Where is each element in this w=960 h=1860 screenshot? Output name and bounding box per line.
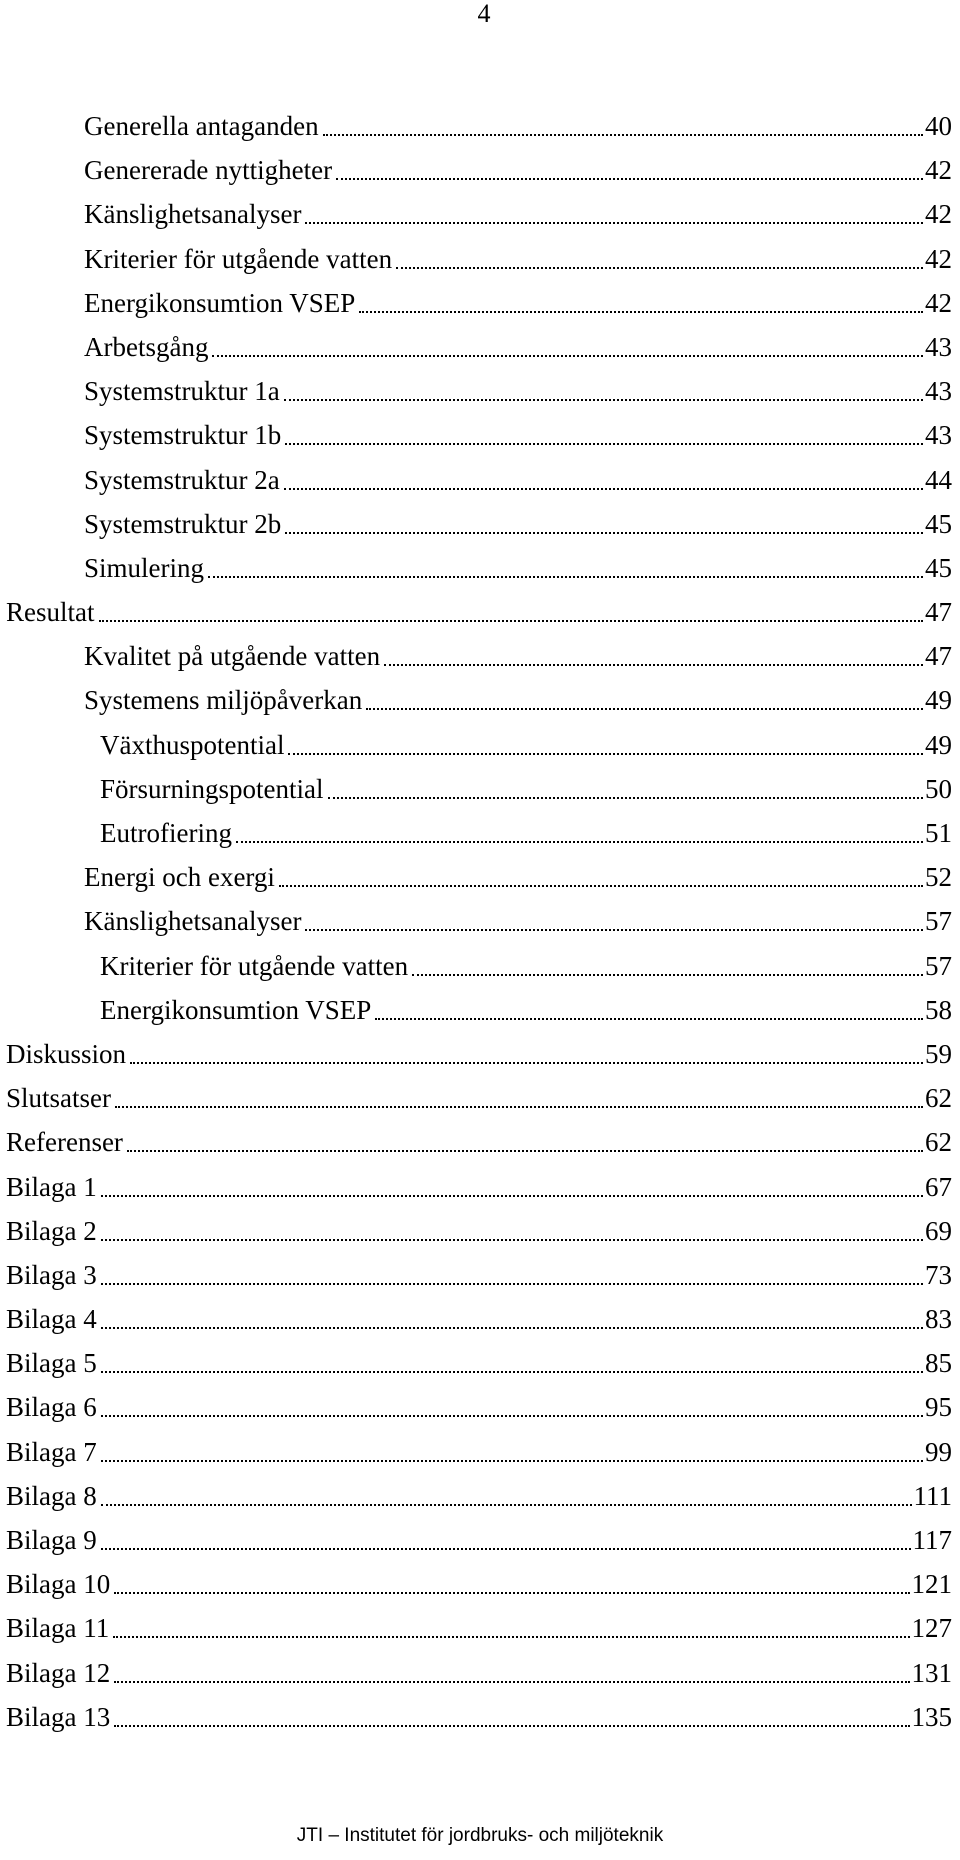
toc-entry-page-number: 73 (925, 1259, 952, 1290)
toc-dot-leader (323, 110, 923, 136)
toc-entry-title: Bilaga 5 (6, 1348, 97, 1379)
toc-entry[interactable] (0, 1259, 960, 1303)
toc-dot-leader (396, 243, 923, 269)
toc-entry-title: Växthuspotential (100, 729, 285, 760)
toc-entry-page-number: 47 (925, 597, 952, 628)
toc-entry-page-number: 99 (925, 1436, 952, 1467)
toc-entry-page-number: 43 (925, 420, 952, 451)
toc-dot-leader (375, 994, 923, 1020)
page-number: 4 (477, 0, 491, 28)
toc-entry[interactable] (0, 1126, 960, 1170)
page-footer: JTI – Institutet för jordbruks- och miljöteknik (296, 1825, 664, 1846)
toc-entry[interactable] (0, 905, 960, 949)
toc-entry-title: Bilaga 1 (6, 1171, 97, 1202)
toc-entry[interactable] (0, 1082, 960, 1126)
toc-dot-leader (208, 552, 923, 578)
toc-dot-leader (114, 1701, 909, 1727)
toc-entry-page-number: 49 (925, 729, 952, 760)
toc-dot-leader (113, 1612, 909, 1638)
toc-entry-page-number: 40 (925, 111, 952, 141)
toc-entry-page-number: 57 (925, 906, 952, 937)
toc-entry[interactable] (0, 243, 960, 287)
toc-dot-leader (288, 729, 923, 755)
toc-entry-page-number: 111 (913, 1480, 952, 1511)
toc-entry-page-number: 45 (925, 552, 952, 583)
toc-dot-leader (101, 1171, 923, 1197)
toc-dot-leader (284, 375, 923, 401)
toc-entry[interactable] (0, 1657, 960, 1701)
toc-dot-leader (115, 1082, 923, 1108)
toc-entry-page-number: 45 (925, 508, 952, 539)
toc-dot-leader (305, 905, 923, 931)
toc-entry-page-number: 85 (925, 1348, 952, 1379)
toc-dot-leader (384, 640, 923, 666)
toc-entry-title: Bilaga 12 (6, 1657, 111, 1688)
toc-entry-title: Diskussion (6, 1038, 127, 1069)
toc-entry-title: Bilaga 7 (6, 1436, 97, 1467)
toc-entry[interactable] (0, 596, 960, 640)
table-of-contents (0, 110, 960, 1745)
toc-dot-leader (236, 817, 923, 843)
toc-entry[interactable] (0, 1038, 960, 1082)
toc-entry-title: Kvalitet på utgående vatten (84, 641, 381, 672)
toc-dot-leader (127, 1126, 923, 1152)
toc-entry-page-number: 117 (912, 1525, 952, 1555)
toc-entry-page-number: 135 (911, 1701, 952, 1732)
toc-entry-title: Bilaga 4 (6, 1304, 97, 1335)
toc-entry-title: Bilaga 8 (6, 1480, 97, 1511)
toc-dot-leader (279, 861, 923, 887)
toc-entry[interactable] (0, 950, 960, 994)
toc-entry-page-number: 58 (925, 994, 952, 1025)
toc-entry-title: Systemstruktur 1a (84, 376, 280, 407)
toc-entry-page-number: 67 (925, 1171, 952, 1202)
toc-entry[interactable] (0, 419, 960, 463)
toc-entry[interactable] (0, 1436, 960, 1480)
toc-entry[interactable] (0, 729, 960, 773)
toc-entry[interactable] (0, 1524, 960, 1568)
toc-dot-leader (412, 950, 923, 976)
toc-entry[interactable] (0, 773, 960, 817)
toc-entry[interactable] (0, 375, 960, 419)
toc-entry-page-number: 44 (925, 464, 952, 495)
toc-entry-title: Systemstruktur 2b (84, 508, 282, 539)
toc-entry-title: Genererade nyttigheter (84, 155, 333, 186)
toc-entry-page-number: 121 (911, 1569, 952, 1600)
toc-entry-title: Försurningspotential (100, 773, 324, 804)
toc-dot-leader (101, 1436, 923, 1462)
toc-entry-page-number: 59 (925, 1038, 952, 1069)
toc-entry-page-number: 95 (925, 1392, 952, 1423)
toc-entry[interactable] (0, 552, 960, 596)
toc-entry-page-number: 42 (925, 243, 952, 274)
toc-entry-title: Känslighetsanalyser (84, 199, 302, 230)
toc-dot-leader (285, 508, 923, 534)
toc-entry-title: Generella antaganden (84, 111, 319, 141)
toc-entry-title: Bilaga 6 (6, 1392, 97, 1423)
toc-entry[interactable] (0, 1612, 960, 1656)
toc-dot-leader (101, 1215, 923, 1241)
toc-entry-page-number: 47 (925, 641, 952, 672)
toc-entry[interactable] (0, 1171, 960, 1215)
toc-dot-leader (285, 419, 923, 445)
toc-entry-page-number: 51 (925, 818, 952, 848)
toc-dot-leader (114, 1657, 909, 1683)
toc-entry-title: Resultat (6, 597, 95, 628)
toc-entry[interactable] (0, 1701, 960, 1745)
toc-entry-title: Referenser (6, 1127, 123, 1158)
toc-entry-title: Bilaga 10 (6, 1569, 111, 1600)
toc-entry-page-number: 50 (925, 773, 952, 804)
toc-entry-title: Energikonsumtion VSEP (84, 287, 356, 318)
toc-entry[interactable] (0, 817, 960, 861)
toc-dot-leader (328, 773, 924, 799)
toc-entry[interactable] (0, 110, 960, 154)
toc-dot-leader (130, 1038, 923, 1064)
toc-entry[interactable] (0, 1480, 960, 1524)
toc-entry[interactable] (0, 331, 960, 375)
toc-entry-page-number: 83 (925, 1304, 952, 1335)
toc-entry-title: Bilaga 9 (6, 1525, 97, 1555)
toc-entry[interactable] (0, 287, 960, 331)
toc-entry[interactable] (0, 508, 960, 552)
toc-dot-leader (305, 198, 923, 224)
toc-entry-page-number: 49 (925, 685, 952, 716)
toc-entry-page-number: 62 (925, 1083, 952, 1114)
toc-entry[interactable] (0, 1347, 960, 1391)
toc-entry-title: Systemens miljöpåverkan (84, 685, 363, 716)
toc-dot-leader (101, 1391, 923, 1417)
toc-dot-leader (101, 1303, 923, 1329)
toc-entry[interactable] (0, 1391, 960, 1435)
toc-entry-page-number: 43 (925, 331, 952, 362)
toc-entry-page-number: 42 (925, 155, 952, 186)
toc-entry[interactable] (0, 861, 960, 905)
toc-entry-title: Eutrofiering (100, 818, 232, 848)
toc-entry-title: Simulering (84, 552, 204, 583)
toc-entry-title: Energikonsumtion VSEP (100, 994, 372, 1025)
toc-entry-page-number: 62 (925, 1127, 952, 1158)
toc-entry-title: Arbetsgång (84, 331, 209, 362)
toc-entry[interactable] (0, 640, 960, 684)
toc-entry-title: Systemstruktur 1b (84, 420, 282, 451)
toc-entry-title: Systemstruktur 2a (84, 464, 280, 495)
toc-entry-page-number: 57 (925, 950, 952, 981)
toc-entry-page-number: 131 (911, 1657, 952, 1688)
toc-entry[interactable] (0, 154, 960, 198)
toc-dot-leader (101, 1480, 912, 1506)
toc-dot-leader (212, 331, 923, 357)
toc-dot-leader (101, 1259, 923, 1285)
toc-dot-leader (284, 464, 923, 490)
toc-dot-leader (99, 596, 924, 622)
toc-entry[interactable] (0, 198, 960, 242)
toc-entry-page-number: 69 (925, 1215, 952, 1246)
toc-entry-title: Kriterier för utgående vatten (100, 950, 409, 981)
toc-entry-page-number: 42 (925, 287, 952, 318)
toc-entry[interactable] (0, 1303, 960, 1347)
toc-entry[interactable] (0, 684, 960, 728)
toc-dot-leader (336, 154, 923, 180)
toc-dot-leader (359, 287, 923, 313)
toc-dot-leader (114, 1568, 909, 1594)
toc-entry[interactable] (0, 1568, 960, 1612)
toc-dot-leader (101, 1347, 923, 1373)
toc-entry-page-number: 127 (911, 1613, 952, 1644)
toc-entry-title: Bilaga 11 (6, 1613, 110, 1644)
toc-entry-title: Känslighetsanalyser (84, 906, 302, 937)
toc-entry-page-number: 42 (925, 199, 952, 230)
toc-entry-title: Slutsatser (6, 1083, 111, 1114)
toc-entry-page-number: 43 (925, 376, 952, 407)
toc-entry-title: Bilaga 13 (6, 1701, 111, 1732)
toc-entry-title: Bilaga 3 (6, 1259, 97, 1290)
toc-entry[interactable] (0, 1215, 960, 1259)
toc-entry-title: Kriterier för utgående vatten (84, 243, 393, 274)
toc-entry-page-number: 52 (925, 862, 952, 893)
toc-entry[interactable] (0, 464, 960, 508)
toc-entry-title: Bilaga 2 (6, 1215, 97, 1246)
toc-entry[interactable] (0, 994, 960, 1038)
toc-dot-leader (366, 684, 923, 710)
toc-dot-leader (101, 1524, 911, 1550)
toc-entry-title: Energi och exergi (84, 862, 275, 893)
